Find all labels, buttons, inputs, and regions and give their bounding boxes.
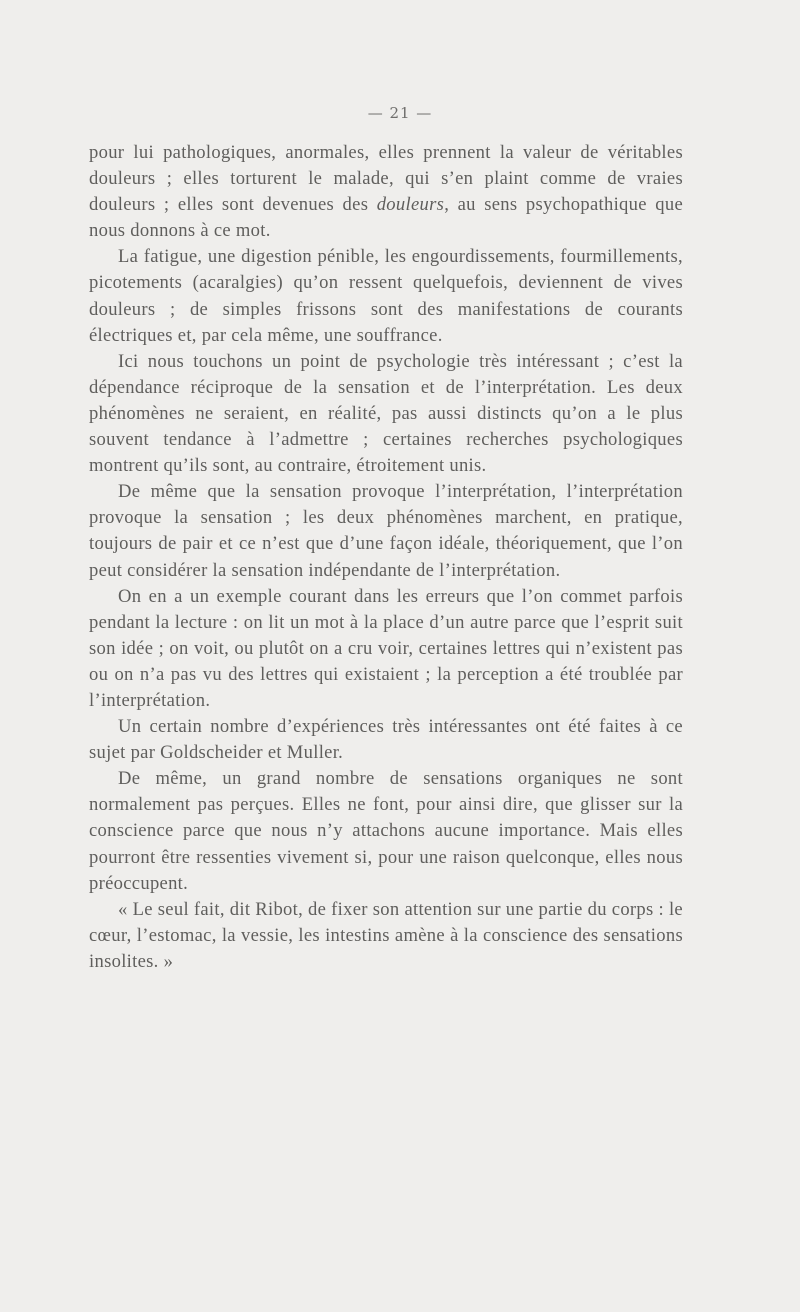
page-number: — 21 — bbox=[367, 104, 433, 122]
paragraph: De même, un grand nombre de sensations organiques ne sont normalement pas perçues. Elles ne font, pour ainsi dire, que glisser sur la conscience parce que nous n’y attachons aucune importance. Mais elles pourront être ressenties vivement si, pour une raison quelconque, elles nous préoccupent. bbox=[89, 768, 683, 894]
paragraph: On en a un exemple courant dans les erreurs que l’on commet parfois pendant la lecture : on lit un mot à la place d’un autre parce que l’esprit suit son idée ; on voit, ou plutôt on a cru voir, certaines lettres qui n’existent pas ou on n’a pas vu des lettres qui existaient ; la perception a été troublée par l’interprétation. bbox=[89, 585, 683, 711]
paragraph: La fatigue, une digestion pénible, les engourdissements, fourmillements, picotements (acaralgies) qu’on ressent quelquefois, deviennent de vives douleurs ; de simples frissons sont des manifestations de courants électriques et, par cela même, une souffrance. bbox=[89, 246, 683, 346]
paragraph-continuation bbox=[89, 140, 683, 244]
paragraph: Ici nous touchons un point de psychologie très intéressant ; c’est la dépendance réciproque de la sensation et de l’interprétation. Les deux phénomènes ne seraient, en réalité, pas aussi distincts qu’on a le plus souvent tendance à l’admettre ; certaines recherches psychologiques montrent qu’ils sont, au contraire, étroitement unis. bbox=[89, 350, 683, 477]
body-text bbox=[89, 140, 683, 975]
paragraph-text: pour lui pathologiques, anormales, elles prennent la valeur de véritables douleurs ; elles torturent le malade, qui s’en plaint comme de vraies douleurs ; elles sont devenues des bbox=[89, 142, 683, 216]
paragraph-text: , au sens psychopathique que nous donnons à ce mot. bbox=[89, 194, 683, 242]
paragraph-quote: « Le seul fait, dit Ribot, de fixer son attention sur une partie du corps : le cœur, l’estomac, la vessie, les intestins amène à la conscience des sensations insolites. » bbox=[89, 898, 683, 972]
emphasized-word: douleurs bbox=[376, 194, 445, 216]
paragraph: De même que la sensation provoque l’interprétation, l’interprétation provoque la sensation ; les deux phénomènes marchent, en pratique, toujours de pair et ce n’est que d’une façon idéale, théoriquement, que l’on peut considérer la sensation indépendante de l’interprétation. bbox=[89, 481, 683, 581]
paragraph: Un certain nombre d’expériences très intéressantes ont été faites à ce sujet par Goldscheider et Muller. bbox=[89, 716, 683, 764]
